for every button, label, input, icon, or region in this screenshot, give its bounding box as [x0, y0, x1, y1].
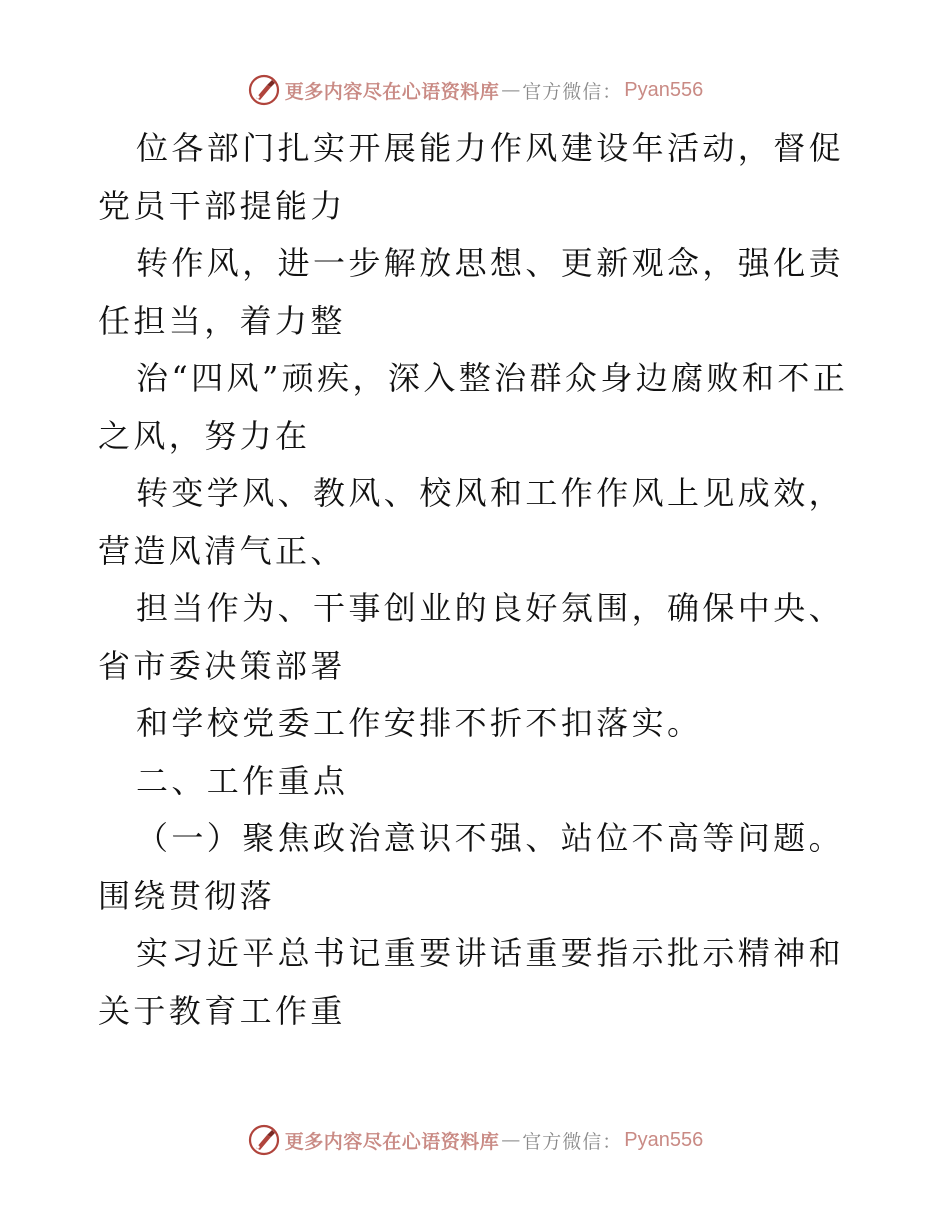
watermark-wechat-id: Pyan556: [624, 78, 704, 101]
watermark-dash: —: [501, 79, 521, 101]
paragraph: 转作风，进一步解放思想、更新观念，强化责任担当，着力整: [98, 244, 845, 340]
paragraph: 转变学风、教风、校风和工作作风上见成效，营造风清气正、: [98, 474, 845, 570]
watermark-wechat-id: Pyan556: [624, 1128, 704, 1151]
paragraph: 实习近平总书记重要讲话重要指示批示精神和关于教育工作重: [98, 934, 845, 1030]
paragraph: （一）聚焦政治意识不强、站位不高等问题。围绕贯彻落: [98, 819, 845, 915]
footer-watermark: [0, 1120, 950, 1160]
pen-nib-logo-icon: [247, 73, 281, 107]
pen-nib-logo-icon: [247, 1123, 281, 1157]
paragraph: 治“四风”顽疾，深入整治群众身边腐败和不正之风，努力在: [98, 359, 849, 455]
paragraph: 位各部门扎实开展能力作风建设年活动，督促党员干部提能力: [98, 129, 845, 225]
watermark-dash: —: [501, 1129, 521, 1151]
paragraph: 和学校党委工作安排不折不扣落实。: [136, 704, 703, 742]
paragraph: 担当作为、干事创业的良好氛围，确保中央、省市委决策部署: [98, 589, 845, 685]
header-watermark: [0, 70, 950, 110]
watermark-site-name: 更多内容尽在心语资料库: [284, 1130, 500, 1153]
document-body: [98, 120, 858, 1040]
watermark-official-label: 官方微信：: [522, 1130, 623, 1153]
watermark-official-label: 官方微信：: [522, 80, 623, 103]
watermark-site-name: 更多内容尽在心语资料库: [284, 80, 500, 103]
section-heading: 二、工作重点: [136, 761, 349, 800]
